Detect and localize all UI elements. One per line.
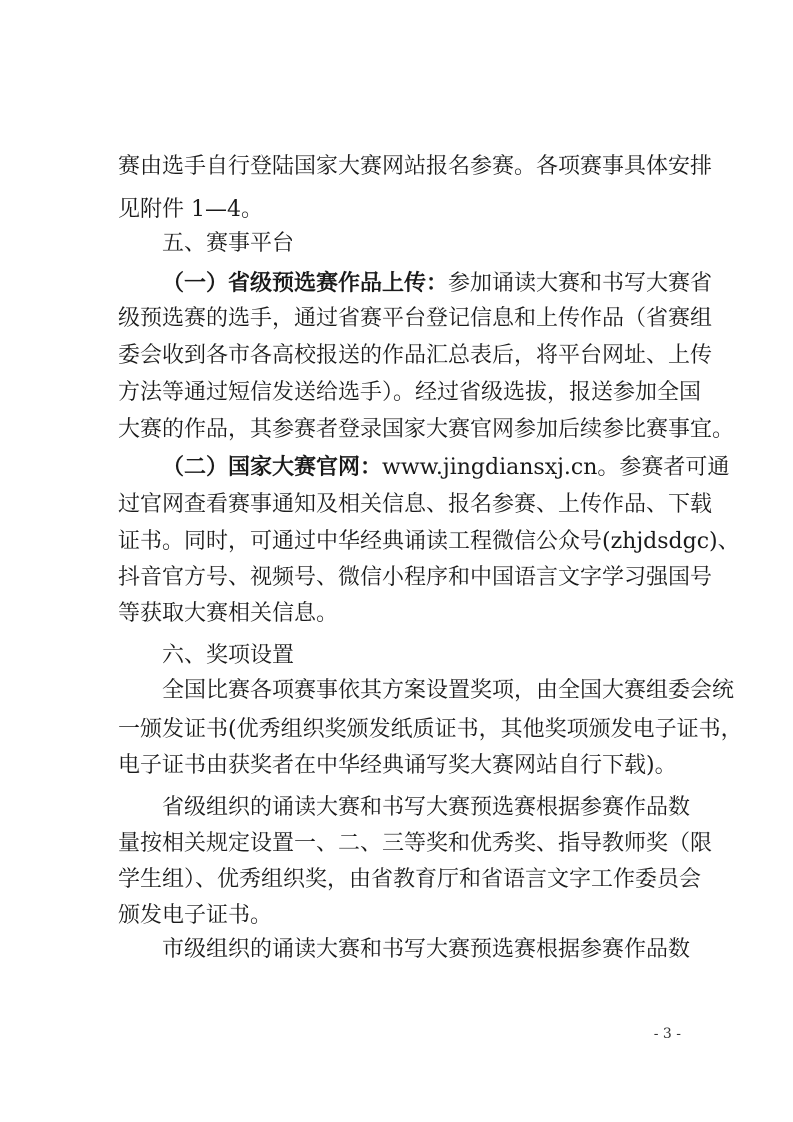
text-line: 等获取大赛相关信息。: [118, 601, 339, 626]
text-line: 省级组织的诵读大赛和书写大赛预选赛根据参赛作品数: [162, 795, 691, 820]
text-run: 参加诵读大赛和书写大赛省: [448, 271, 713, 296]
text-line: 级预选赛的选手，通过省赛平台登记信息和上传作品（省赛组: [118, 306, 713, 331]
page-number: - 3 -: [653, 1026, 681, 1042]
text-line: 过官网查看赛事通知及相关信息、报名参赛、上传作品、下载: [118, 492, 713, 517]
text-line: 颁发电子证书。: [118, 903, 273, 928]
text-line: 市级组织的诵读大赛和书写大赛预选赛根据参赛作品数: [162, 937, 691, 962]
section-heading-5: 五、赛事平台: [162, 231, 295, 256]
section-heading-6: 六、奖项设置: [162, 643, 295, 668]
subsection-1-line: [162, 267, 713, 301]
text-line: 方法等通过短信发送给选手）。经过省级选拔，报送参加全国: [118, 380, 702, 405]
text-line: 大赛的作品，其参赛者登录国家大赛官网参加后续参比赛事宜。: [118, 417, 735, 442]
text-line: 全国比赛各项赛事依其方案设置奖项，由全国大赛组委会统: [162, 678, 735, 703]
text-line: 电子证书由获奖者在中华经典诵写奖大赛网站自行下载)。: [118, 753, 677, 778]
subsection-2-line: [162, 451, 730, 485]
text-line: 证书。同时，可通过中华经典诵读工程微信公众号(zhjdsdgc)、: [118, 529, 740, 554]
text-line: 见附件 1—4。: [118, 197, 263, 222]
text-line: 赛由选手自行登陆国家大赛网站报名参赛。各项赛事具体安排: [118, 154, 713, 179]
subsection-1-title: （一）省级预选赛作品上传：: [162, 271, 449, 296]
text-line: 学生组）、优秀组织奖，由省教育厅和省语言文字工作委员会: [118, 867, 702, 892]
text-line: 抖音官方号、视频号、微信小程序和中国语言文字学习强国号: [118, 565, 713, 590]
text-line: 一颁发证书(优秀组织奖颁发纸质证书，其他奖项颁发电子证书，: [118, 717, 743, 742]
text-line: 委会收到各市各高校报送的作品汇总表后，将平台网址、上传: [118, 343, 713, 368]
text-line: 量按相关规定设置一、二、三等奖和优秀奖、指导教师奖（限: [118, 831, 713, 856]
subsection-2-title: （二）国家大赛官网：: [162, 455, 383, 480]
website-url: www.jingdiansxj.cn。参赛者可通: [382, 455, 730, 480]
